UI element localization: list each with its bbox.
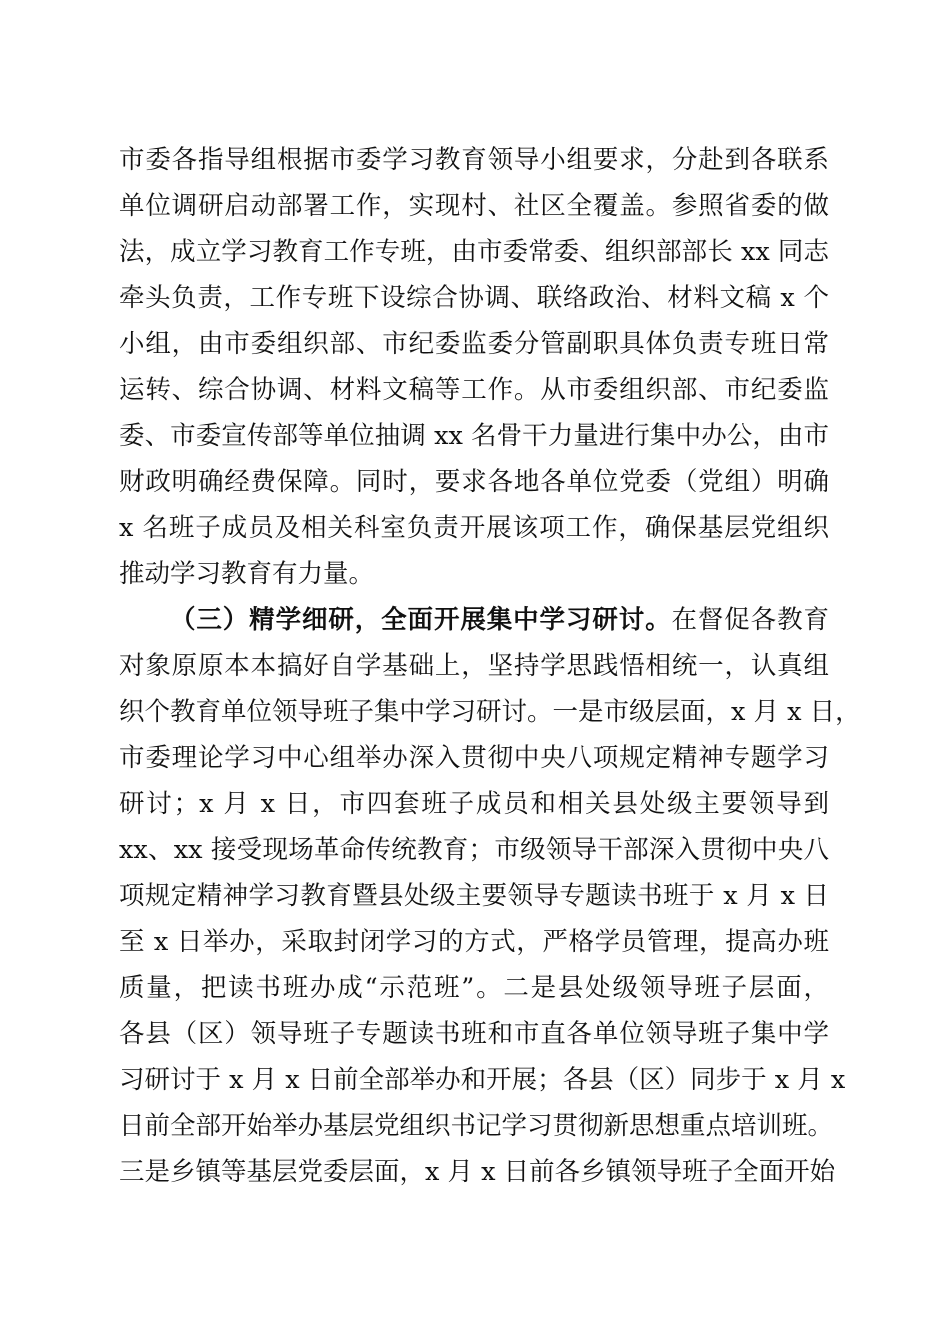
text-line: 习研讨于 x 月 x 日前全部举办和开展；各县（区）同步于 x 月 x [119,1065,846,1095]
text-line: 三是乡镇等基层党委层面，x 月 x 日前各乡镇领导班子全面开始 [119,1157,836,1187]
section-heading: （三）精学细研，全面开展集中学习研讨。 [170,605,672,635]
text-line: 市委理论学习中心组举办深入贯彻中央八项规定精神专题学习 [119,743,829,773]
text-line: 项规定精神学习教育暨县处级主要领导专题读书班于 x 月 x 日 [119,881,829,911]
text-line: 日前全部开始举办基层党组织书记学习贯彻新思想重点培训班。 [119,1111,834,1141]
text-line: 运转、综合协调、材料文稿等工作。从市委组织部、市纪委监 [119,375,829,405]
text-line: 市委各指导组根据市委学习教育领导小组要求，分赴到各联系 [119,145,829,175]
text-line: 对象原原本本搞好自学基础上，坚持学思践悟相统一，认真组 [119,651,829,681]
text-line: 财政明确经费保障。同时，要求各地各单位党委（党组）明确 [119,467,829,497]
text-line: x 名班子成员及相关科室负责开展该项工作，确保基层党组织 [119,513,829,543]
section-first-line [170,600,829,640]
text-line: 至 x 日举办，采取封闭学习的方式，严格学员管理，提高办班 [119,927,829,957]
section-first-line-text: 在督促各教育 [671,605,829,635]
text-line: 织个教育单位领导班子集中学习研讨。一是市级层面，x 月 x 日， [119,697,861,727]
text-line: 推动学习教育有力量。 [119,559,375,589]
text-line: xx、xx 接受现场革命传统教育；市级领导干部深入贯彻中央八 [119,835,829,865]
text-line: 法，成立学习教育工作专班，由市委常委、组织部部长 xx 同志 [119,237,829,267]
text-line: 委、市委宣传部等单位抽调 xx 名骨干力量进行集中办公，由市 [119,421,829,451]
text-line: 各县（区）领导班子专题读书班和市直各单位领导班子集中学 [119,1019,829,1049]
text-line: 研讨；x 月 x 日，市四套班子成员和相关县处级主要领导到 [119,789,829,819]
text-line: 质量，把读书班办成“示范班”。二是县处级领导班子层面， [119,973,829,1003]
text-line: 牵头负责，工作专班下设综合协调、联络政治、材料文稿 x 个 [119,283,829,313]
text-line: 小组，由市委组织部、市纪委监委分管副职具体负责专班日常 [119,329,829,359]
text-line: 单位调研启动部署工作，实现村、社区全覆盖。参照省委的做 [119,191,829,221]
